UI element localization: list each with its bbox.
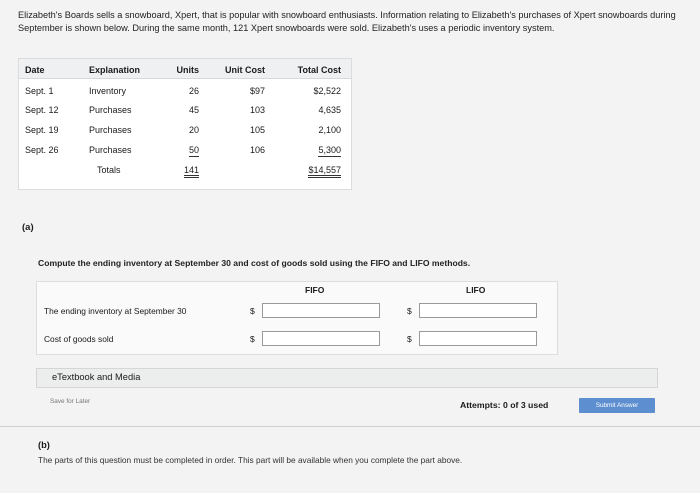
row-4-unit-cost: 106 xyxy=(249,145,265,155)
row-2-unit-cost: 103 xyxy=(249,105,265,115)
part-a-label: (a) xyxy=(22,222,34,233)
row-2-units: 45 xyxy=(188,105,199,115)
row-2-total-cost: 4,635 xyxy=(318,105,341,115)
header-total-cost: Total Cost xyxy=(297,65,341,75)
lifo-column-header: LIFO xyxy=(466,285,486,295)
cogs-lifo-dollar: $ xyxy=(407,334,412,344)
part-b-message: The parts of this question must be completed in order. This part will be available when you complete the part above. xyxy=(38,455,463,465)
submit-answer-button[interactable]: Submit Answer xyxy=(579,398,655,413)
cogs-fifo-input[interactable] xyxy=(262,331,380,346)
question-intro: Elizabeth's Boards sells a snowboard, Xpert, that is popular with snowboard enthusiasts. Information relating to Elizabeth's purchases of Xpert snowboards during September is shown below. During the same month, 121 Xpert snowboards were sold. Elizabeth's uses a periodic inventory system. xyxy=(18,10,676,33)
section-divider xyxy=(0,426,700,427)
row-1-units: 26 xyxy=(188,86,199,96)
part-b-label: (b) xyxy=(38,440,50,450)
row-3-total-cost: 2,100 xyxy=(318,125,341,135)
ending-inventory-fifo-input[interactable] xyxy=(262,303,380,318)
row-2-date: Sept. 12 xyxy=(25,105,59,115)
row-1-explanation: Inventory xyxy=(89,86,127,96)
ending-fifo-dollar: $ xyxy=(250,306,255,316)
part-a-question: Compute the ending inventory at September 30 and cost of goods sold using the FIFO and LIFO methods. xyxy=(38,258,471,268)
save-for-later-link[interactable]: Save for Later xyxy=(50,398,91,405)
header-date: Date xyxy=(25,65,45,75)
row-3-explanation: Purchases xyxy=(89,125,132,135)
cogs-lifo-input[interactable] xyxy=(419,331,537,346)
row-2-explanation: Purchases xyxy=(89,105,132,115)
row-1-total-cost: $2,522 xyxy=(313,86,341,96)
totals-label: Totals xyxy=(97,165,121,175)
inventory-table xyxy=(18,58,352,190)
header-units: Units xyxy=(176,65,199,75)
row-4-explanation: Purchases xyxy=(89,145,132,155)
ending-inventory-lifo-input[interactable] xyxy=(419,303,537,318)
cogs-label: Cost of goods sold xyxy=(44,334,114,344)
row-3-date: Sept. 19 xyxy=(25,125,59,135)
row-1-date: Sept. 1 xyxy=(25,86,54,96)
row-3-unit-cost: 105 xyxy=(249,125,265,135)
totals-total-cost: $14,557 xyxy=(308,165,341,178)
totals-units: 141 xyxy=(184,165,199,178)
row-3-units: 20 xyxy=(188,125,199,135)
cogs-fifo-dollar: $ xyxy=(250,334,255,344)
fifo-column-header: FIFO xyxy=(305,285,325,295)
row-4-units: 50 xyxy=(188,145,199,155)
row-4-date: Sept. 26 xyxy=(25,145,59,155)
row-1-unit-cost: $97 xyxy=(249,86,265,96)
etextbook-media-label[interactable]: eTextbook and Media xyxy=(52,372,141,382)
header-explanation: Explanation xyxy=(89,65,141,75)
ending-inventory-label: The ending inventory at September 30 xyxy=(44,306,187,316)
row-4-total-cost: 5,300 xyxy=(318,145,341,155)
attempts-counter: Attempts: 0 of 3 used xyxy=(460,400,549,410)
header-unit-cost: Unit Cost xyxy=(225,65,265,75)
ending-lifo-dollar: $ xyxy=(407,306,412,316)
